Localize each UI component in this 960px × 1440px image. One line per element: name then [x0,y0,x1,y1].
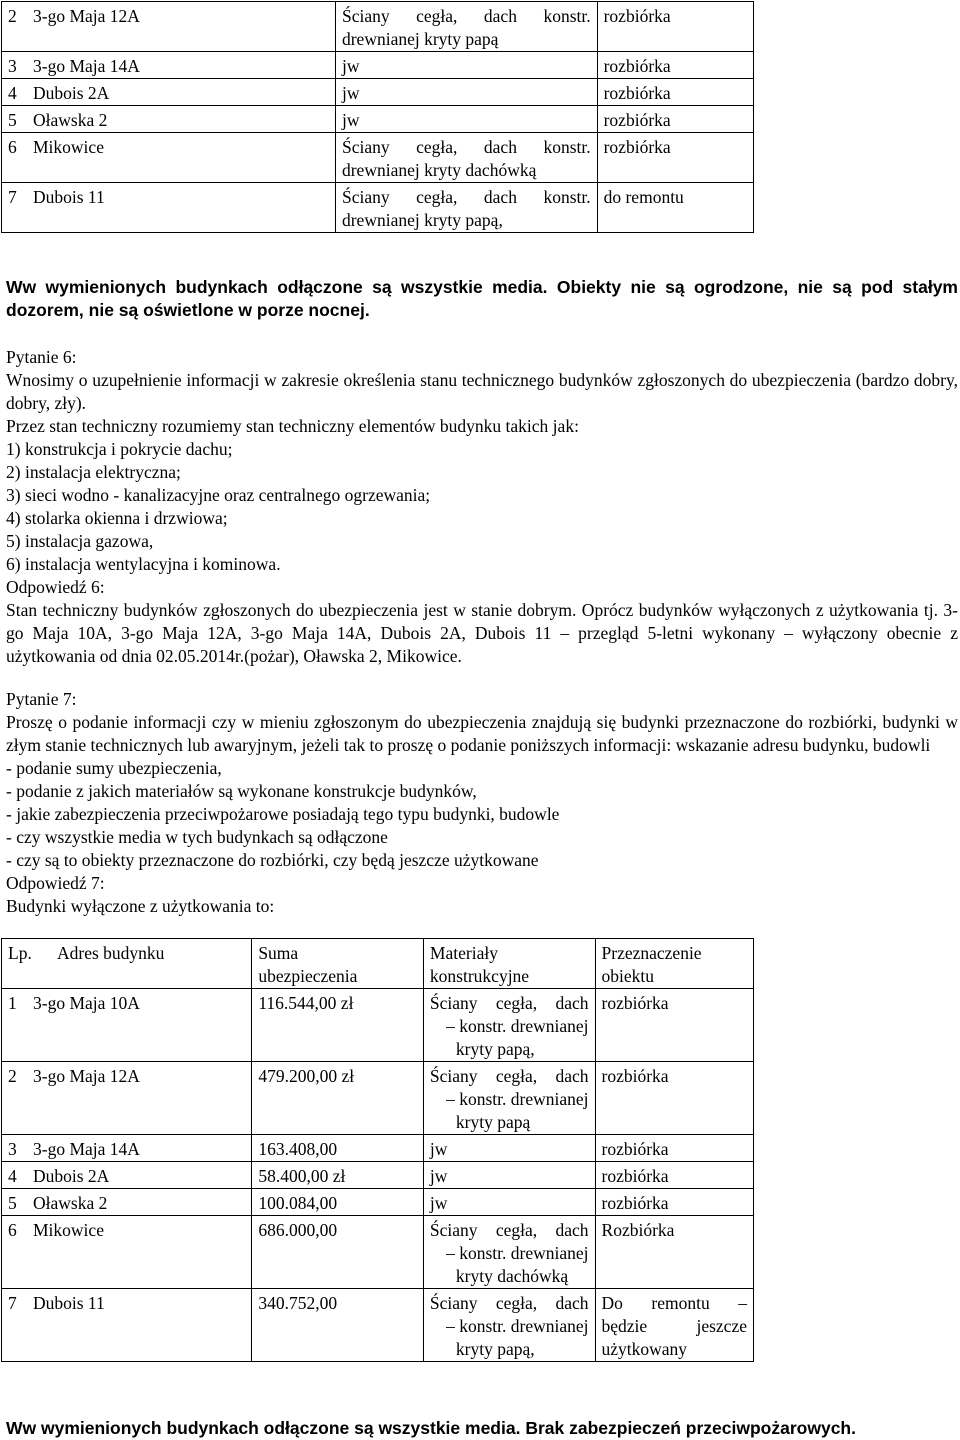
table-row [2,183,754,233]
row-number: 6 [8,1220,17,1240]
materials-line: – konstr. drewnianej [446,1316,589,1336]
question-7-item: - jakie zabezpieczenia przeciwpożarowe posiadają tego typu budynki, budowle [6,804,560,824]
materials-line: drewnianej kryty papą [341,29,499,49]
materials-cell [423,1135,595,1162]
building-address: Dubois 2A [33,83,110,103]
address-cell [2,133,336,183]
row-number: 2 [8,1066,17,1086]
building-address: Dubois 11 [33,187,105,207]
sum-cell: 340.752,00 [252,1289,424,1362]
materials-line: kryty papą, [455,1339,535,1359]
address-cell [2,106,336,133]
purpose-cell: rozbiórka [597,52,753,79]
purpose-cell: rozbiórka [597,2,753,52]
question-7-item: - czy są to obiekty przeznaczone do rozbiórki, czy będą jeszcze użytkowane [6,850,539,870]
purpose-cell: rozbiórka [597,79,753,106]
materials-cell [335,52,597,79]
materials-line: kryty dachówką [455,1266,569,1286]
purpose-cell [595,1135,753,1162]
table-row [2,106,754,133]
purpose-line: Rozbiórka [601,1220,675,1240]
materials-line: jw [429,1139,448,1159]
table-row [2,52,754,79]
address-cell [2,989,252,1062]
materials-line: jw [341,56,360,76]
question-6-item: 2) instalacja elektryczna; [6,462,181,482]
address-cell [2,183,336,233]
building-address: 3-go Maja 12A [33,1066,140,1086]
column-header-sum: Suma [258,943,299,963]
question-7-item: - podanie z jakich materiałów są wykonane konstrukcje budynków, [6,781,477,801]
materials-line: jw [341,83,360,103]
column-header-purpose: Przeznaczenie [601,943,702,963]
row-number: 1 [8,993,17,1013]
table-row [2,79,754,106]
table-row [2,1289,754,1362]
row-number: 4 [8,1166,17,1186]
table-row [2,1062,754,1135]
row-number: 7 [8,1293,17,1313]
answer-7-intro: Budynki wyłączone z użytkowania to: [6,896,275,916]
question-6-item: 3) sieci wodno - kanalizacyjne oraz centralnego ogrzewania; [6,485,431,505]
building-address: 3-go Maja 14A [33,56,140,76]
materials-line: jw [341,110,360,130]
materials-line: Ściany cegła, dach [429,1066,589,1086]
address-cell [2,1189,252,1216]
purpose-cell [595,1162,753,1189]
question-7-item: - czy wszystkie media w tych budynkach są odłączone [6,827,388,847]
address-cell [2,1289,252,1362]
question-7-text: Proszę o podanie informacji czy w mieniu zgłoszonym do ubezpieczenia znajdują się budynki przeznaczone do rozbiórki, budynki w złym stanie technicznych lub awaryjnym, jeżeli tak to proszę o podanie poniższych informacji: wskazanie adresu budynku, budowli [6,712,958,755]
materials-cell [423,1289,595,1362]
table-row [2,1189,754,1216]
table-row [2,133,754,183]
table-header-row [2,939,754,989]
buildings-table-top [1,1,754,233]
materials-line: kryty papą [455,1112,531,1132]
question-6-item: 1) konstrukcja i pokrycie dachu; [6,439,233,459]
building-address: Dubois 11 [33,1293,105,1313]
sum-cell: 479.200,00 zł [252,1062,424,1135]
row-number: 3 [8,1139,17,1159]
building-address: Mikowice [33,137,104,157]
purpose-line: użytkowany [601,1339,688,1359]
question-7-block [6,688,958,918]
column-header-materials: Materiały [429,943,498,963]
question-6-intro: Wnosimy o uzupełnienie informacji w zakresie określenia stanu technicznego budynków zgłoszonych do ubezpieczenia (bardzo dobry, dobry, zły). [6,370,958,413]
purpose-cell [595,1289,753,1362]
sum-cell: 100.084,00 [252,1189,424,1216]
row-number: 2 [8,6,17,26]
media-note-1: Ww wymienionych budynkach odłączone są wszystkie media. Obiekty nie są ogrodzone, nie są pod stałym dozorem, nie są oświetlone w porze nocnej. [6,277,958,320]
purpose-line: będzie jeszcze [601,1316,747,1336]
materials-line: Ściany cegła, dach konstr. [341,6,591,26]
answer-6-heading: Odpowiedź 6: [6,577,105,597]
question-7-heading: Pytanie 7: [6,689,77,709]
materials-line: drewnianej kryty dachówką [341,160,537,180]
row-number: 3 [8,56,17,76]
address-cell [2,1135,252,1162]
row-number: 7 [8,187,17,207]
materials-line: kryty papą, [455,1039,535,1059]
materials-cell [335,183,597,233]
materials-line: jw [429,1166,448,1186]
address-cell [2,2,336,52]
building-address: Oławska 2 [33,1193,108,1213]
building-address: 3-go Maja 10A [33,993,140,1013]
materials-line: – konstr. drewnianej [446,1016,589,1036]
materials-cell [335,79,597,106]
materials-line: – konstr. drewnianej [446,1089,589,1109]
materials-line: Ściany cegła, dach [429,993,589,1013]
purpose-cell [595,1062,753,1135]
purpose-cell: rozbiórka [597,133,753,183]
row-number: 5 [8,110,17,130]
building-address: 3-go Maja 14A [33,1139,140,1159]
sum-cell: 163.408,00 [252,1135,424,1162]
purpose-line: rozbiórka [601,1066,669,1086]
address-cell [2,1062,252,1135]
building-address: 3-go Maja 12A [33,6,140,26]
column-header-purpose-2: obiektu [601,966,655,986]
column-header-lp: Lp. [8,943,32,963]
materials-cell [335,133,597,183]
table-row [2,989,754,1062]
row-number: 6 [8,137,17,157]
materials-line: jw [429,1193,448,1213]
purpose-cell [595,989,753,1062]
sum-cell: 116.544,00 zł [252,989,424,1062]
address-cell [2,1162,252,1189]
purpose-line: Do remontu – [601,1293,747,1313]
materials-cell [423,1062,595,1135]
purpose-line: rozbiórka [601,993,669,1013]
purpose-cell [595,1216,753,1289]
question-6-definition: Przez stan techniczny rozumiemy stan techniczny elementów budynku takich jak: [6,416,579,436]
row-number: 4 [8,83,17,103]
address-cell [2,79,336,106]
materials-line: Ściany cegła, dach konstr. [341,137,591,157]
materials-line: – konstr. drewnianej [446,1243,589,1263]
purpose-line: rozbiórka [601,1139,669,1159]
purpose-cell: do remontu [597,183,753,233]
question-6-heading: Pytanie 6: [6,347,77,367]
question-6-block [6,346,958,668]
purpose-line: rozbiórka [601,1193,669,1213]
purpose-cell: rozbiórka [597,106,753,133]
media-note-2: Ww wymienionych budynkach odłączone są wszystkie media. Brak zabezpieczeń przeciwpożarowych. [6,1418,856,1438]
materials-line: Ściany cegła, dach konstr. [341,187,591,207]
purpose-cell [595,1189,753,1216]
materials-cell [423,1216,595,1289]
materials-line: Ściany cegła, dach [429,1293,589,1313]
table-row [2,2,754,52]
materials-line: drewnianej kryty papą, [341,210,503,230]
address-cell [2,52,336,79]
question-6-item: 6) instalacja wentylacyjna i kominowa. [6,554,281,574]
sum-cell: 58.400,00 zł [252,1162,424,1189]
materials-cell [423,1162,595,1189]
table-row [2,1162,754,1189]
answer-6-text: Stan techniczny budynków zgłoszonych do ubezpieczenia jest w stanie dobrym. Oprócz budynków wyłączonych z użytkowania tj. 3-go Maja 10A, 3-go Maja 12A, 3-go Maja 14A, Dubois 2A, Dubois 11 – przegląd 5-letni wykonany – wyłączony obecnie z użytkowania od dnia 02.05.2014r.(pożar), Oławska 2, Mikowice. [6,600,958,666]
materials-line: Ściany cegła, dach [429,1220,589,1240]
building-address: Oławska 2 [33,110,108,130]
address-cell [2,1216,252,1289]
buildings-table-excluded [1,938,754,1362]
table-row [2,1135,754,1162]
column-header-address: Adres budynku [57,943,165,963]
question-7-item: - podanie sumy ubezpieczenia, [6,758,222,778]
column-header-sum-2: ubezpieczenia [258,966,358,986]
building-address: Mikowice [33,1220,104,1240]
sum-cell: 686.000,00 [252,1216,424,1289]
table-row [2,1216,754,1289]
materials-cell [335,2,597,52]
purpose-line: rozbiórka [601,1166,669,1186]
answer-7-heading: Odpowiedź 7: [6,873,105,893]
question-6-item: 5) instalacja gazowa, [6,531,154,551]
materials-cell [423,989,595,1062]
materials-cell [423,1189,595,1216]
row-number: 5 [8,1193,17,1213]
question-6-item: 4) stolarka okienna i drzwiowa; [6,508,228,528]
column-header-materials-2: konstrukcyjne [429,966,530,986]
building-address: Dubois 2A [33,1166,110,1186]
materials-cell [335,106,597,133]
